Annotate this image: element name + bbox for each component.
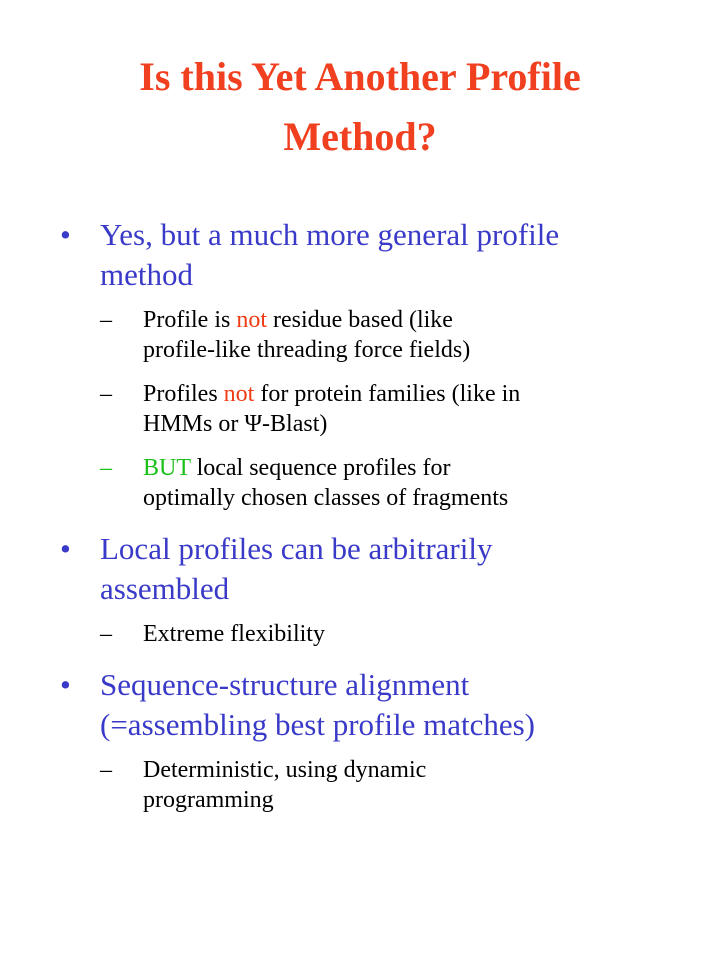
emphasis-not: not bbox=[236, 307, 267, 333]
sub-item-deterministic bbox=[100, 755, 690, 815]
bullet-text-line-2: method bbox=[100, 257, 193, 292]
dash-marker: – bbox=[100, 307, 112, 333]
sub-text: local sequence profiles for bbox=[190, 455, 451, 481]
sub-item-not-protein-families bbox=[100, 379, 690, 439]
sub-text: for protein families (like in bbox=[254, 381, 521, 407]
emphasis-but: BUT bbox=[143, 455, 191, 481]
bullet-text-line-2: (=assembling best profile matches) bbox=[100, 707, 535, 742]
sub-bullet-list bbox=[100, 619, 690, 649]
sub-text-line-2: profile-like threading force fields) bbox=[143, 337, 471, 363]
bullet-item-general-profile bbox=[60, 215, 690, 513]
bullet-text-line-1: Local profiles can be arbitrarily bbox=[100, 531, 493, 566]
bullet-marker: • bbox=[60, 531, 71, 566]
sub-text: Extreme flexibility bbox=[143, 621, 325, 647]
sub-text: residue based (like bbox=[267, 307, 453, 333]
sub-text: Profiles bbox=[143, 381, 224, 407]
sub-text-line-2: optimally chosen classes of fragments bbox=[143, 485, 509, 511]
slide-title-line-2: Method? bbox=[283, 114, 437, 159]
sub-item-local-sequence-profiles bbox=[100, 453, 690, 513]
sub-text: Deterministic, using dynamic bbox=[143, 757, 427, 783]
dash-marker: – bbox=[100, 757, 112, 783]
sub-item-extreme-flexibility bbox=[100, 619, 690, 649]
bullet-marker: • bbox=[60, 217, 71, 252]
bullet-item-sequence-structure-alignment bbox=[60, 665, 690, 815]
dash-marker: – bbox=[100, 381, 112, 407]
sub-bullet-list bbox=[100, 305, 690, 513]
bullet-text-line-1: Yes, but a much more general profile bbox=[100, 217, 560, 252]
emphasis-not: not bbox=[223, 381, 255, 407]
bullet-list bbox=[60, 215, 690, 815]
sub-text: Profile is bbox=[143, 307, 237, 333]
slide-title-line-1: Is this Yet Another Profile bbox=[139, 54, 581, 99]
slide-title bbox=[40, 47, 680, 167]
bullet-marker: • bbox=[60, 667, 71, 702]
dash-marker: – bbox=[100, 455, 112, 481]
bullet-text-line-1: Sequence-structure alignment bbox=[100, 667, 470, 702]
sub-bullet-list bbox=[100, 755, 690, 815]
bullet-item-local-profiles bbox=[60, 529, 690, 649]
bullet-text-line-2: assembled bbox=[100, 571, 230, 606]
sub-text-line-2: HMMs or Ψ-Blast) bbox=[143, 411, 328, 437]
sub-item-not-residue-based bbox=[100, 305, 690, 365]
dash-marker: – bbox=[100, 621, 112, 647]
sub-text-line-2: programming bbox=[143, 787, 274, 813]
